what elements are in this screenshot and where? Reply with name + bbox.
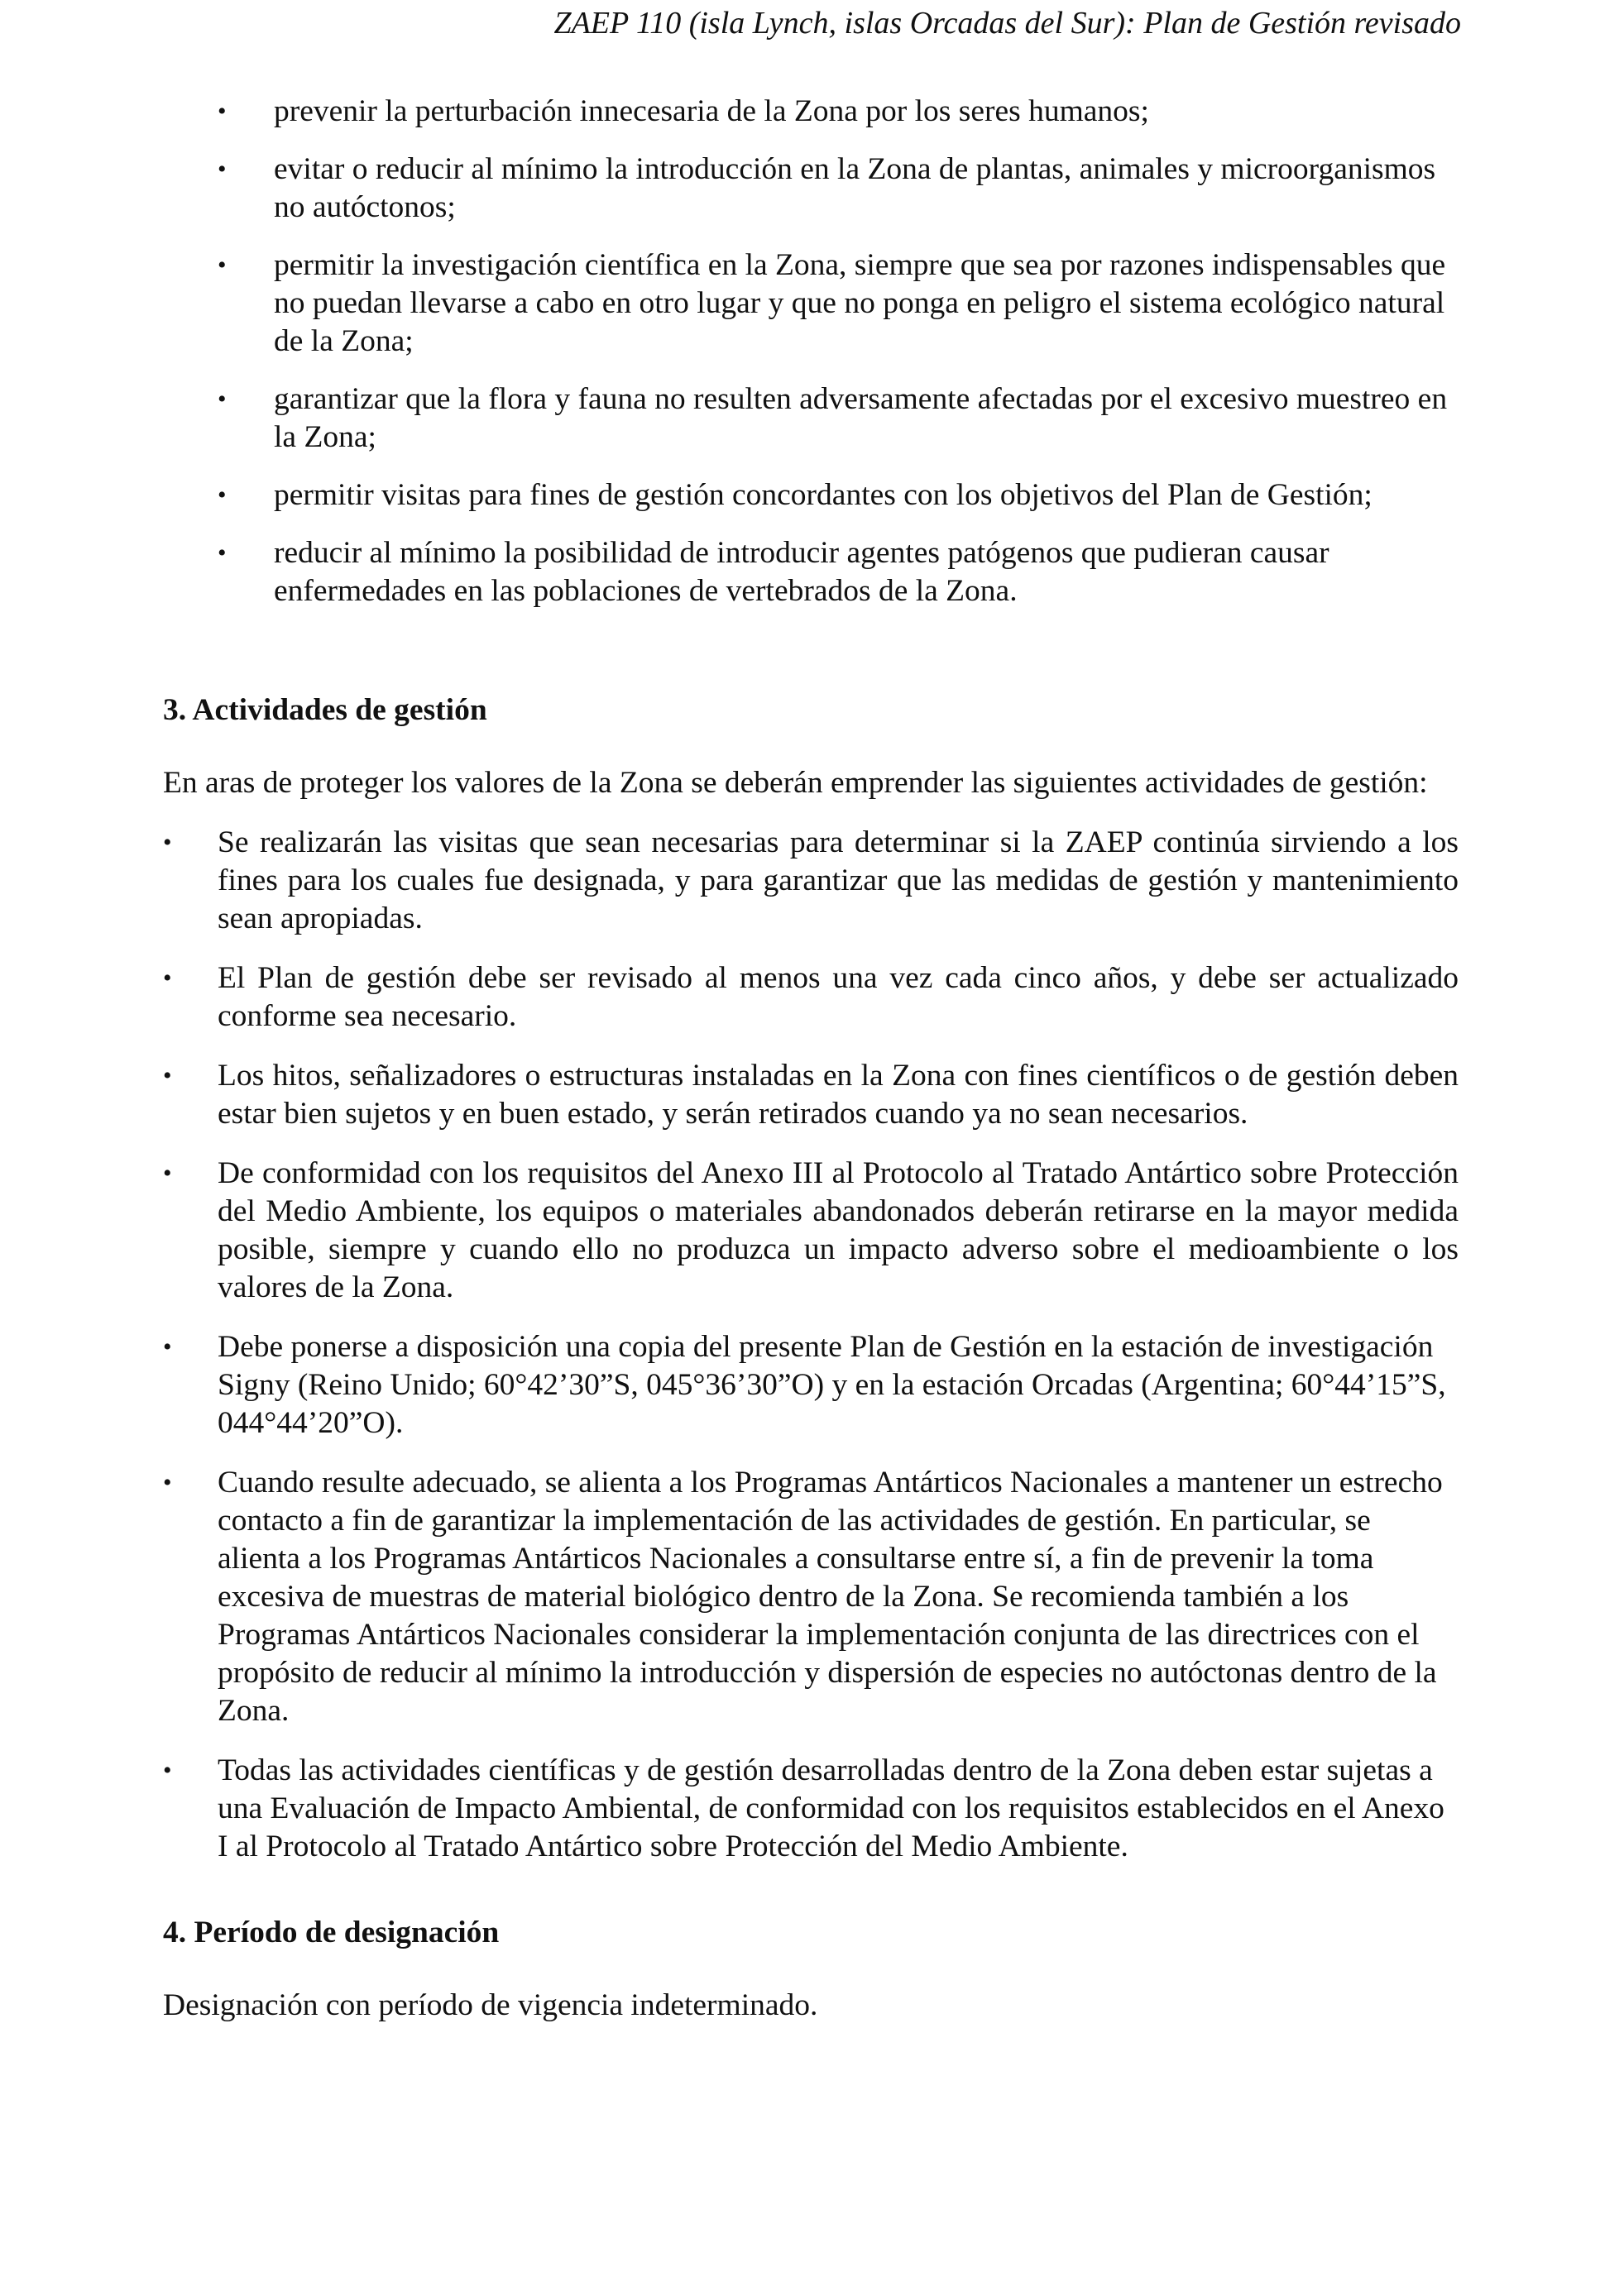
- bullet-icon: •: [218, 98, 227, 125]
- list-item: [163, 93, 1459, 131]
- list-item: [163, 959, 1459, 1036]
- list-item: [163, 1328, 1459, 1442]
- list-item-text: Cuando resulte adecuado, se alienta a los Programas Antárticos Nacionales a mantener un estrecho contacto a fin de garantizar la implementación de las actividades de gestión. En particular, se alienta a los Programas Antárticos Nacionales a consultarse entre sí, a fin de prevenir la toma excesiva de muestras de material biológico dentro de la Zona. Se recomienda también a los Programas Antárticos Nacionales considerar la implementación conjunta de las directrices con el propósito de reducir al mínimo la introducción y dispersión de especies no autóctonas dentro de la Zona.: [218, 1466, 1443, 1728]
- bullet-icon: •: [163, 1333, 172, 1361]
- list-item: [163, 246, 1459, 361]
- running-header: ZAEP 110 (isla Lynch, islas Orcadas del Sur): Plan de Gestión revisado: [553, 6, 1461, 41]
- list-item-text: Los hitos, señalizadores o estructuras instaladas en la Zona con fines científicos o de gestión deben estar bien sujetos y en buen estado, y serán retirados cuando ya no sean necesarios.: [218, 1059, 1459, 1131]
- bullet-icon: •: [218, 539, 227, 567]
- section-3-intro: En aras de proteger los valores de la Zona se deberán emprender las siguientes actividades de gestión:: [163, 766, 1428, 800]
- list-item-text: permitir la investigación científica en la Zona, siempre que sea por razones indispensables que no puedan llevarse a cabo en otro lugar y que no ponga en peligro el sistema ecológico natural de la Zona;: [274, 248, 1446, 358]
- list-item: [163, 1057, 1459, 1133]
- bullet-icon: •: [218, 385, 227, 413]
- list-item-text: garantizar que la flora y fauna no resulten adversamente afectadas por el excesivo muestreo en la Zona;: [274, 382, 1448, 454]
- page-body: [163, 93, 1459, 2025]
- list-item-text: De conformidad con los requisitos del Anexo III al Protocolo al Tratado Antártico sobre Protección del Medio Ambiente, los equipos o materiales abandonados deberán retirarse en la mayor medida posible, siempre y cuando ello no produzca un impacto adverso sobre el medioambiente o los valores de la Zona.: [218, 1156, 1459, 1304]
- list-item: [163, 151, 1459, 227]
- bullet-icon: •: [218, 251, 227, 279]
- list-item: [163, 824, 1459, 938]
- list-item-text: El Plan de gestión debe ser revisado al menos una vez cada cinco años, y debe ser actualizado conforme sea necesario.: [218, 961, 1459, 1033]
- management-activities-list: [163, 824, 1459, 1866]
- section-4-heading: 4. Período de designación: [163, 1916, 500, 1949]
- objectives-list: [163, 93, 1459, 610]
- list-item-text: permitir visitas para fines de gestión concordantes con los objetivos del Plan de Gestión;: [274, 478, 1372, 512]
- section-3-heading: 3. Actividades de gestión: [163, 693, 487, 727]
- list-item: [163, 1464, 1459, 1730]
- bullet-icon: •: [163, 964, 172, 992]
- bullet-icon: •: [163, 1160, 172, 1187]
- list-item: [163, 380, 1459, 457]
- list-item-text: reducir al mínimo la posibilidad de introducir agentes patógenos que pudieran causar enfermedades en las poblaciones de vertebrados de la Zona.: [274, 536, 1329, 608]
- bullet-icon: •: [163, 1469, 172, 1496]
- list-item: [163, 534, 1459, 610]
- list-item: [163, 1155, 1459, 1307]
- list-item-text: prevenir la perturbación innecesaria de la Zona por los seres humanos;: [274, 94, 1149, 128]
- list-item-text: Todas las actividades científicas y de gestión desarrolladas dentro de la Zona deben estar sujetas a una Evaluación de Impacto Ambiental, de conformidad con los requisitos establecidos en el Anexo I al Protocolo al Tratado Antártico sobre Protección del Medio Ambiente.: [218, 1753, 1444, 1863]
- bullet-icon: •: [163, 1062, 172, 1089]
- list-item: [163, 476, 1459, 514]
- bullet-icon: •: [163, 1757, 172, 1784]
- bullet-icon: •: [218, 155, 227, 183]
- section-4-text: Designación con período de vigencia indeterminado.: [163, 1988, 818, 2022]
- bullet-icon: •: [218, 481, 227, 509]
- list-item-text: Se realizarán las visitas que sean necesarias para determinar si la ZAEP continúa sirviendo a los fines para los cuales fue designada, y para garantizar que las medidas de gestión y mantenimiento sean apropiadas.: [218, 825, 1459, 935]
- bullet-icon: •: [163, 829, 172, 856]
- list-item: [163, 1752, 1459, 1866]
- list-item-text: Debe ponerse a disposición una copia del presente Plan de Gestión en la estación de investigación Signy (Reino Unido; 60°42’30”S, 045°36’30”O) y en la estación Orcadas (Argentina; 60°44’15”S, 044°44’20”O).: [218, 1330, 1446, 1440]
- list-item-text: evitar o reducir al mínimo la introducción en la Zona de plantas, animales y microorganismos no autóctonos;: [274, 152, 1436, 224]
